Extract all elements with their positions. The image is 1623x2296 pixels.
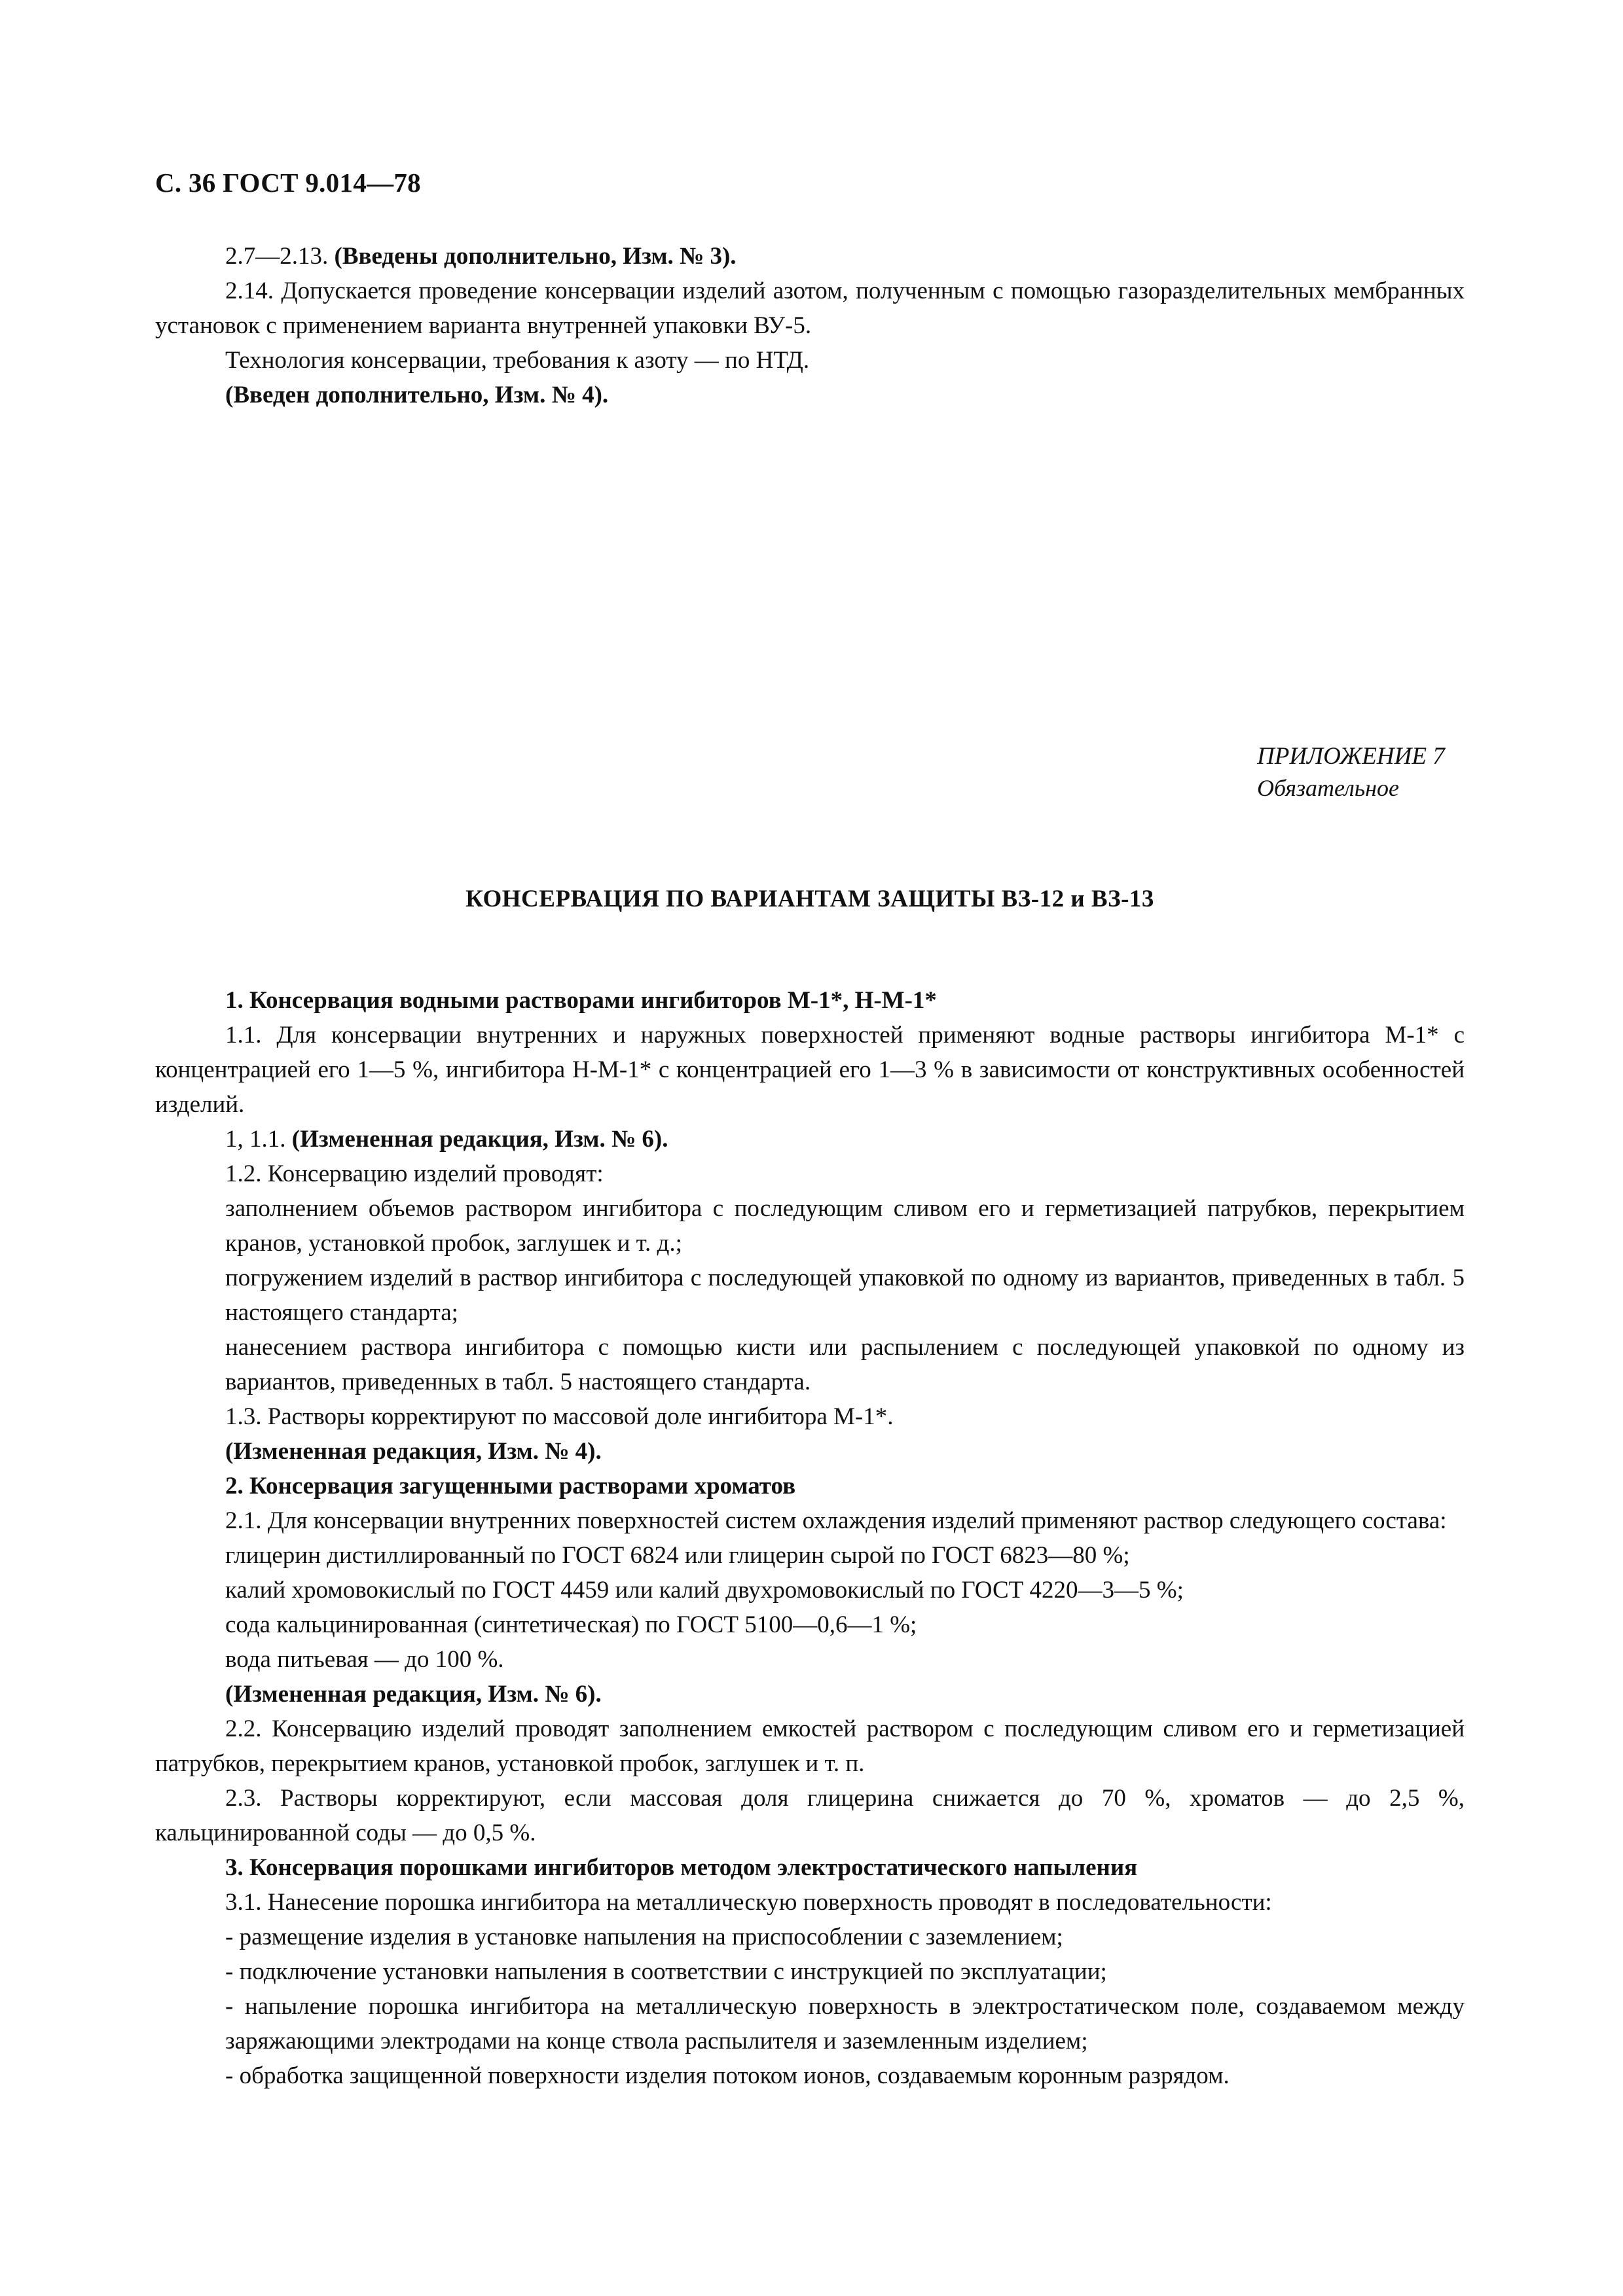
amendment-note: (Введены дополнительно, Изм. № 3).: [334, 243, 737, 270]
paragraph-2-3: 2.3. Растворы корректируют, если массовая доля глицерина снижается до 70 %, хроматов — до 2,5 %, кальцинированной соды — до 0,5 %.: [155, 1785, 1465, 1846]
page-header: С. 36 ГОСТ 9.014—78: [155, 168, 421, 198]
list-item: калий хромовокислый по ГОСТ 4459 или калий двухромовокислый по ГОСТ 4220—3—5 %;: [225, 1577, 1184, 1604]
amendment-note: (Измененная редакция, Изм. № 6).: [225, 1681, 602, 1708]
annex-label: [1257, 741, 1445, 804]
section-3-heading: 3. Консервация порошками ингибиторов методом электростатического напыления: [225, 1854, 1138, 1881]
amendment-note: (Измененная редакция, Изм. № 6).: [291, 1126, 668, 1153]
paragraph-1-3: 1.3. Растворы корректируют по массовой доле ингибитора М-1*.: [225, 1403, 894, 1430]
list-item: - размещение изделия в установке напыления на приспособлении с заземлением;: [225, 1924, 1063, 1950]
paragraph-3-1: 3.1. Нанесение порошка ингибитора на металлическую поверхность проводят в последовательности:: [225, 1889, 1272, 1916]
paragraph-2-2: 2.2. Консервацию изделий проводят заполнением емкостей раствором с последующим сливом его и герметизацией патрубков, перекрытием кранов, установкой пробок, заглушек и т. п.: [155, 1715, 1465, 1777]
list-item: погружением изделий в раствор ингибитора с последующей упаковкой по одному из вариантов, приведенных в табл. 5 настоящего стандарта;: [225, 1265, 1465, 1326]
list-item: - обработка защищенной поверхности изделия потоком ионов, создаваемым коронным разрядом.: [225, 2062, 1230, 2089]
section-2-heading: 2. Консервация загущенными растворами хроматов: [225, 1473, 796, 1499]
list-item: вода питьевая — до 100 %.: [225, 1646, 504, 1673]
amendment-note: (Введен дополнительно, Изм. № 4).: [225, 382, 609, 408]
paragraph-2-14: 2.14. Допускается проведение консервации изделий азотом, полученным с помощью газоразделительных мембранных установок с применением варианта внутренней упаковки ВУ-5.: [155, 278, 1465, 339]
section-1-heading: 1. Консервация водными растворами ингибиторов М-1*, Н-М-1*: [225, 987, 937, 1014]
annex-number: ПРИЛОЖЕНИЕ 7: [1257, 743, 1445, 770]
clause-number: 2.7—2.13.: [225, 243, 335, 270]
list-item: сода кальцинированная (синтетическая) по ГОСТ 5100—0,6—1 %;: [225, 1611, 917, 1638]
list-item: заполнением объемов раствором ингибитора с последующим сливом его и герметизацией патрубков, перекрытием кранов, установкой пробок, заглушек и т. д.;: [225, 1195, 1465, 1257]
list-item: глицерин дистиллированный по ГОСТ 6824 или глицерин сырой по ГОСТ 6823—80 %;: [225, 1542, 1130, 1569]
paragraph-1-1: 1.1. Для консервации внутренних и наружных поверхностей применяют водные растворы ингибитора М-1* с концентрацией его 1—5 %, ингибитора Н-М-1* с концентрацией его 1—3 % в зависимости от конструктивных особенностей изделий.: [155, 1022, 1465, 1118]
paragraph-2-1: 2.1. Для консервации внутренних поверхностей систем охлаждения изделий применяют раствор следующего состава:: [225, 1507, 1447, 1534]
list-item: - напыление порошка ингибитора на металлическую поверхность в электростатическом поле, создаваемом между заряжающими электродами на конце ствола распылителя и заземленным изделием;: [225, 1993, 1465, 2054]
document-title: КОНСЕРВАЦИЯ ПО ВАРИАНТАМ ЗАЩИТЫ ВЗ-12 и ВЗ-13: [465, 886, 1154, 912]
paragraph-1-2: 1.2. Консервацию изделий проводят:: [225, 1160, 604, 1187]
paragraph-2-7-2-13: [155, 239, 1465, 274]
list-item: - подключение установки напыления в соответствии с инструкцией по эксплуатации;: [225, 1958, 1107, 1985]
top-section: [155, 239, 1465, 412]
paragraph-1-note: [155, 1122, 1465, 1157]
amendment-note: (Измененная редакция, Изм. № 4).: [225, 1438, 602, 1465]
main-body: [155, 983, 1465, 2093]
list-item: нанесением раствора ингибитора с помощью кисти или распылением с последующей упаковкой по одному из вариантов, приведенных в табл. 5 настоящего стандарта.: [225, 1334, 1465, 1395]
annex-status: Обязательное: [1257, 775, 1399, 801]
clause-number: 1, 1.1.: [225, 1126, 292, 1153]
paragraph-technology: Технология консервации, требования к азоту — по НТД.: [225, 347, 810, 374]
